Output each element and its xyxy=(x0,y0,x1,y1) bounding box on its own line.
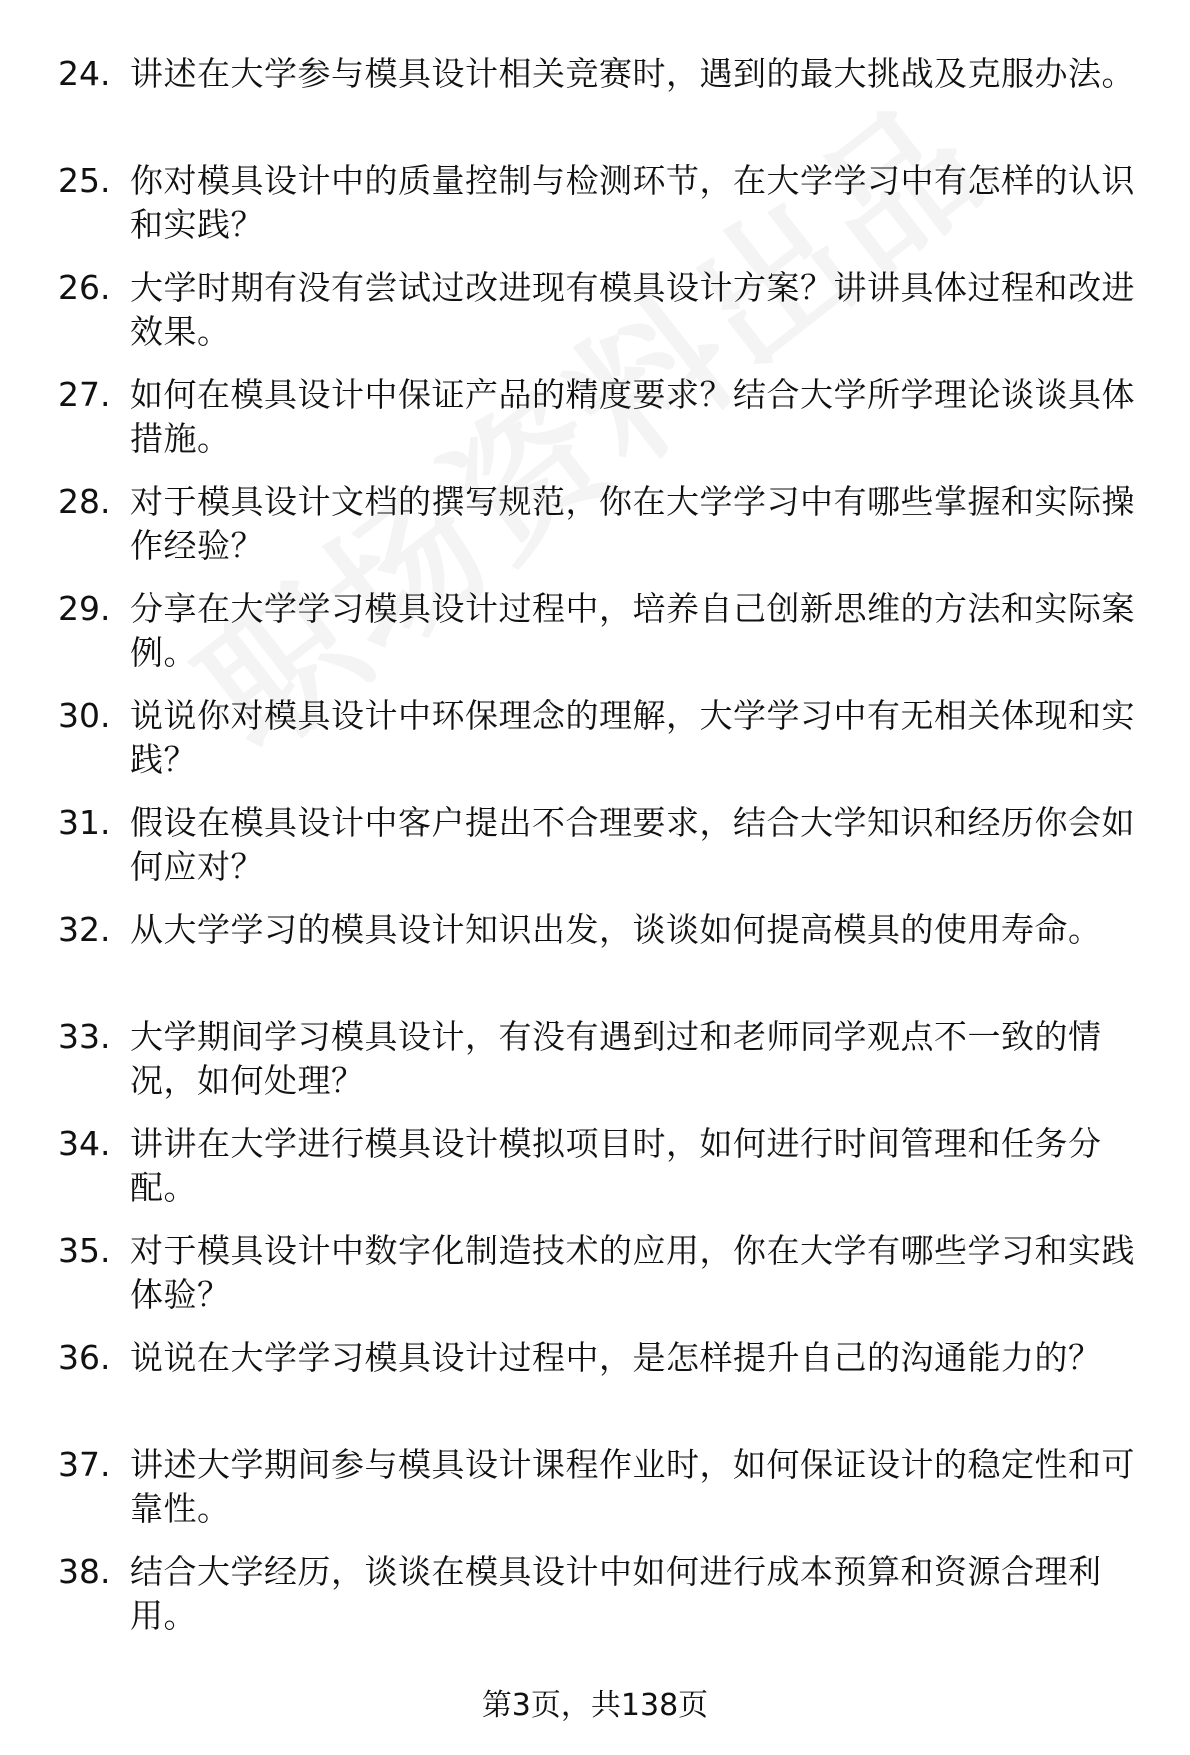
question-text: 讲述在大学参与模具设计相关竞赛时，遇到的最大挑战及克服办法。 xyxy=(130,54,1135,93)
question-list xyxy=(58,52,1148,1657)
question-number: 27. xyxy=(58,375,111,414)
question-text: 如何在模具设计中保证产品的精度要求？结合大学所学理论谈谈具体措施。 xyxy=(130,375,1135,458)
question-text: 对于模具设计文档的撰写规范，你在大学学习中有哪些掌握和实际操作经验？ xyxy=(130,482,1135,565)
question-number: 25. xyxy=(58,161,111,200)
question-item xyxy=(58,1015,1148,1122)
question-item xyxy=(58,1229,1148,1336)
question-text: 你对模具设计中的质量控制与检测环节，在大学学习中有怎样的认识和实践？ xyxy=(130,161,1135,244)
question-number: 35. xyxy=(58,1231,111,1270)
question-item xyxy=(58,480,1148,587)
question-item xyxy=(58,1550,1148,1657)
question-number: 28. xyxy=(58,482,111,521)
question-text: 讲述大学期间参与模具设计课程作业时，如何保证设计的稳定性和可靠性。 xyxy=(130,1445,1135,1528)
question-number: 36. xyxy=(58,1338,111,1377)
question-item xyxy=(58,908,1148,1015)
question-number: 26. xyxy=(58,268,111,307)
question-number: 37. xyxy=(58,1445,111,1484)
question-item xyxy=(58,801,1148,908)
question-item xyxy=(58,52,1148,159)
question-number: 38. xyxy=(58,1552,111,1591)
question-text: 结合大学经历，谈谈在模具设计中如何进行成本预算和资源合理利用。 xyxy=(130,1552,1102,1635)
question-text: 讲讲在大学进行模具设计模拟项目时，如何进行时间管理和任务分配。 xyxy=(130,1124,1102,1207)
question-text: 大学期间学习模具设计，有没有遇到过和老师同学观点不一致的情况，如何处理？ xyxy=(130,1017,1102,1100)
question-number: 24. xyxy=(58,54,111,93)
question-item xyxy=(58,1336,1148,1443)
question-number: 31. xyxy=(58,803,111,842)
question-item xyxy=(58,1443,1148,1550)
question-text: 对于模具设计中数字化制造技术的应用，你在大学有哪些学习和实践体验？ xyxy=(130,1231,1135,1314)
question-item xyxy=(58,587,1148,694)
question-text: 假设在模具设计中客户提出不合理要求，结合大学知识和经历你会如何应对？ xyxy=(130,803,1135,886)
question-text: 分享在大学学习模具设计过程中，培养自己创新思维的方法和实际案例。 xyxy=(130,589,1135,672)
question-number: 29. xyxy=(58,589,111,628)
question-number: 33. xyxy=(58,1017,111,1056)
question-item xyxy=(58,373,1148,480)
question-number: 30. xyxy=(58,696,111,735)
question-number: 34. xyxy=(58,1124,111,1163)
question-text: 从大学学习的模具设计知识出发，谈谈如何提高模具的使用寿命。 xyxy=(130,910,1102,949)
question-text: 大学时期有没有尝试过改进现有模具设计方案？讲讲具体过程和改进效果。 xyxy=(130,268,1135,351)
question-item xyxy=(58,694,1148,801)
page-footer xyxy=(0,1686,1190,1726)
question-text: 说说在大学学习模具设计过程中，是怎样提升自己的沟通能力的？ xyxy=(130,1338,1102,1377)
question-text: 说说你对模具设计中环保理念的理解，大学学习中有无相关体现和实践？ xyxy=(130,696,1135,779)
question-number: 32. xyxy=(58,910,111,949)
page-number-label: 第3页，共138页 xyxy=(481,1688,709,1723)
question-item xyxy=(58,266,1148,373)
question-item xyxy=(58,1122,1148,1229)
question-item xyxy=(58,159,1148,266)
